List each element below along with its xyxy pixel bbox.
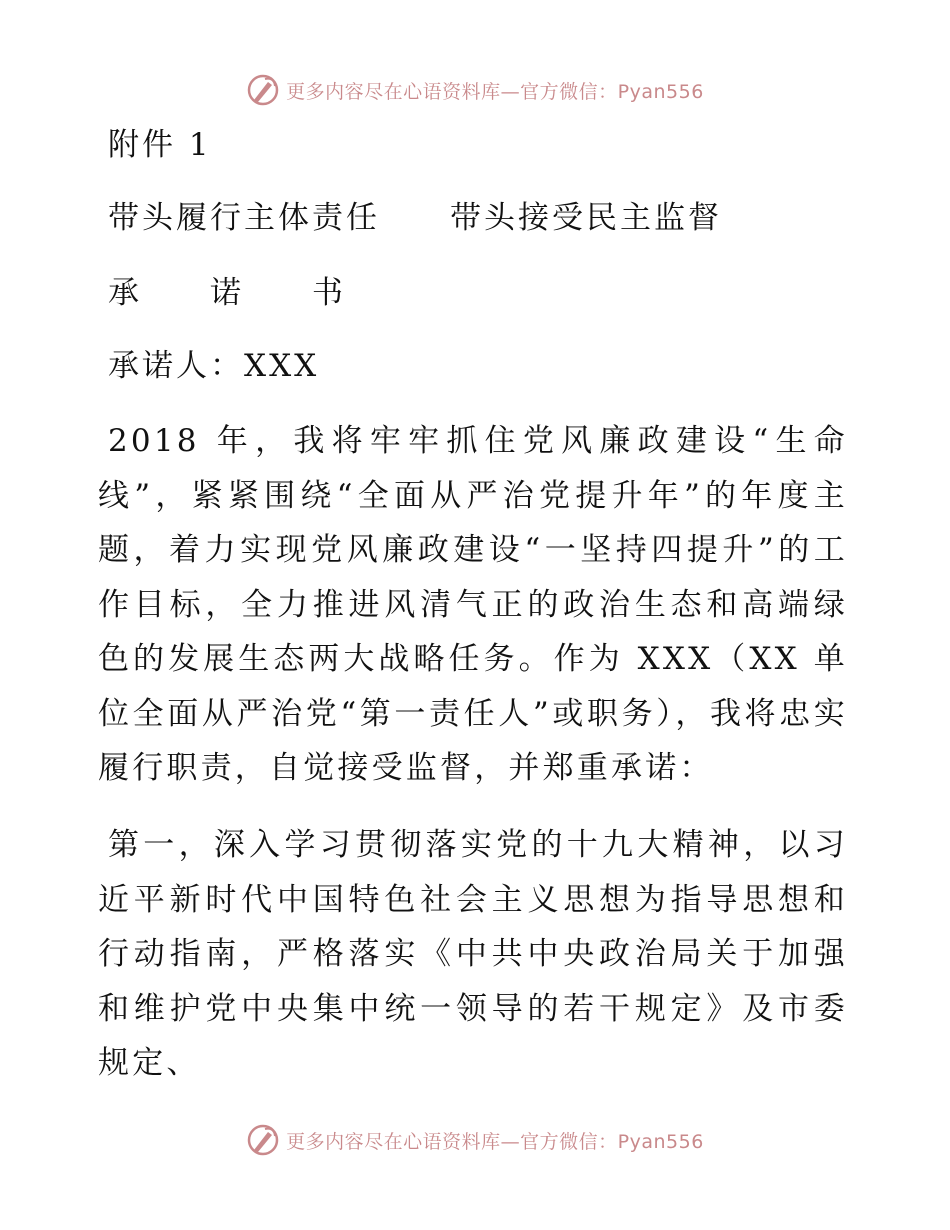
- pen-logo-icon: [246, 73, 280, 107]
- watermark-text: 更多内容尽在心语资料库—官方微信：Pyan556: [286, 1130, 704, 1153]
- subtitle-char-2: 诺: [210, 275, 244, 311]
- title-part-2: 带头接受民主监督: [450, 200, 722, 236]
- watermark-text: 更多内容尽在心语资料库—官方微信：Pyan556: [286, 80, 704, 103]
- attachment-label: 附件 1: [108, 127, 212, 163]
- paragraph-intro: 2018 年，我将牢牢抓住党风廉政建设“生命线”，紧紧围绕“全面从严治党提升年”的年度主题，着力实现党风廉政建设“一坚持四提升”的工作目标，全力推进风清气正的政治生态和高端绿色的发展生态两大战略任务。作为 XXX（XX 单位全面从严治党“第一责任人”或职务），我将忠实履行职责，自觉接受监督，并郑重承诺：: [98, 423, 848, 786]
- pen-logo-icon: [246, 1123, 280, 1157]
- footer-watermark: [0, 1122, 950, 1158]
- subtitle-char-3: 书: [312, 275, 346, 311]
- wechat-id: Pyan556: [617, 1130, 704, 1153]
- wechat-id: Pyan556: [617, 80, 704, 103]
- title-part-1: 带头履行主体责任: [108, 200, 380, 236]
- paragraph-first: 第一，深入学习贯彻落实党的十九大精神，以习近平新时代中国特色社会主义思想为指导思想和行动指南，严格落实《中共中央政治局关于加强和维护党中央集中统一领导的若干规定》及市委规定、: [98, 827, 848, 1081]
- subtitle-char-1: 承: [108, 275, 142, 311]
- header-watermark: [0, 72, 950, 108]
- promiser-line: 承诺人：XXX: [108, 348, 320, 384]
